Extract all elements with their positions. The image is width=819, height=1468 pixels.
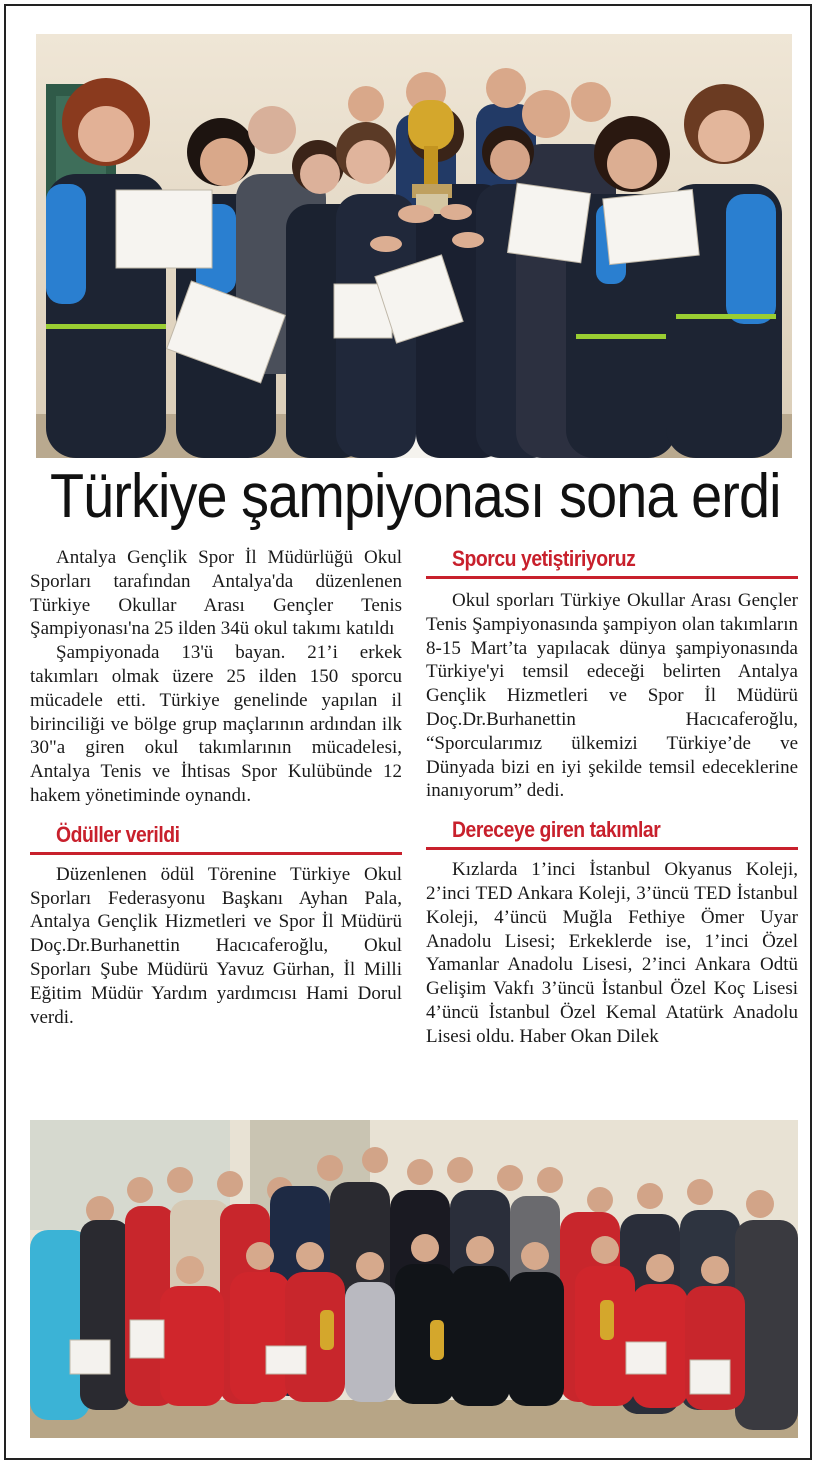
headline: Türkiye şampiyonası sona erdi (49, 462, 781, 531)
rankings-paragraph: Kızlarda 1’inci İstanbul Okyanus Koleji, 2’inci TED Ankara Koleji, 3’üncü TED İstanbul Koleji, 4’üncü Muğla Fethiye Ömer Uyar Anadolu Lisesi; Erkeklerde ise, 1’inci Özel Yamanlar Anadolu Lisesi, 2’inci Ankara Odtü Gelişim Vakfı 3’üncü İstanbul Özel Koç Lisesi 4’üncü İstanbul Özel Kemal Atatürk Anadolu Lisesi oldu. Haber Okan Dilek (426, 859, 798, 1047)
subhead-awards (30, 822, 402, 855)
body-paragraph: Şampiyonada 13'ü bayan. 21’i erkek takımları olmak üzere 25 ilden 150 sporcu mücadele etti. Türkiye genelinde yapılan il birinciliği ve bölge grup maçlarının ardından ilk 30"a giren okul takımlarının mücadelesi, Antalya Tenis ve İhtisas Spor Kulübünde 12 hakem yönetiminde oynandı. (30, 642, 402, 806)
athletes-paragraph: Okul sporları Türkiye Okullar Arası Gençler Tenis Şampiyonasında şampiyon olan takımların 8-15 Mart’ta yapılacak dünya şampiyonasında Türkiye'yi temsil edeceği belirten Antalya Gençlik Hizmetleri ve Spor İl Müdürü Doç.Dr.Burhanettin Hacıcaferoğlu, “Sporcularımız ülkemizi Türkiye’de ve Dünyada bizi en iyi şekilde temsil edeceklerine inanıyorum” dedi. (426, 590, 798, 802)
subhead-awards-label: Ödüller verildi (56, 821, 180, 847)
bottom-group-photo (30, 1120, 798, 1438)
top-team-photo (36, 34, 792, 458)
awards-paragraph: Düzenlenen ödül Törenine Türkiye Okul Sporları Federasyonu Başkanı Ayhan Pala, Antalya Gençlik Hizmetleri ve Spor İl Müdürü Doç.Dr.Burhanettin Hacıcaferoğlu, Okul Sporları Şube Müdürü Yavuz Gürhan, İl Milli Eğitim Müdür Yardım yardımcısı Hami Dorul verdi. (30, 863, 402, 1028)
left-column (30, 546, 402, 1029)
subhead-rankings-label: Dereceye giren takımlar (452, 817, 661, 843)
subhead-athletes (426, 546, 798, 579)
subhead-athletes-label: Sporcu yetiştiriyoruz (452, 546, 636, 571)
intro-paragraph: Antalya Gençlik Spor İl Müdürlüğü Okul Sporları tarafından Antalya'da düzenlenen Türkiye Okullar Arası Gençler Tenis Şampiyonası'na 25 ilden 34ü okul takımı katıldı (30, 547, 402, 640)
right-column (426, 546, 798, 1049)
subhead-rankings (426, 817, 798, 850)
